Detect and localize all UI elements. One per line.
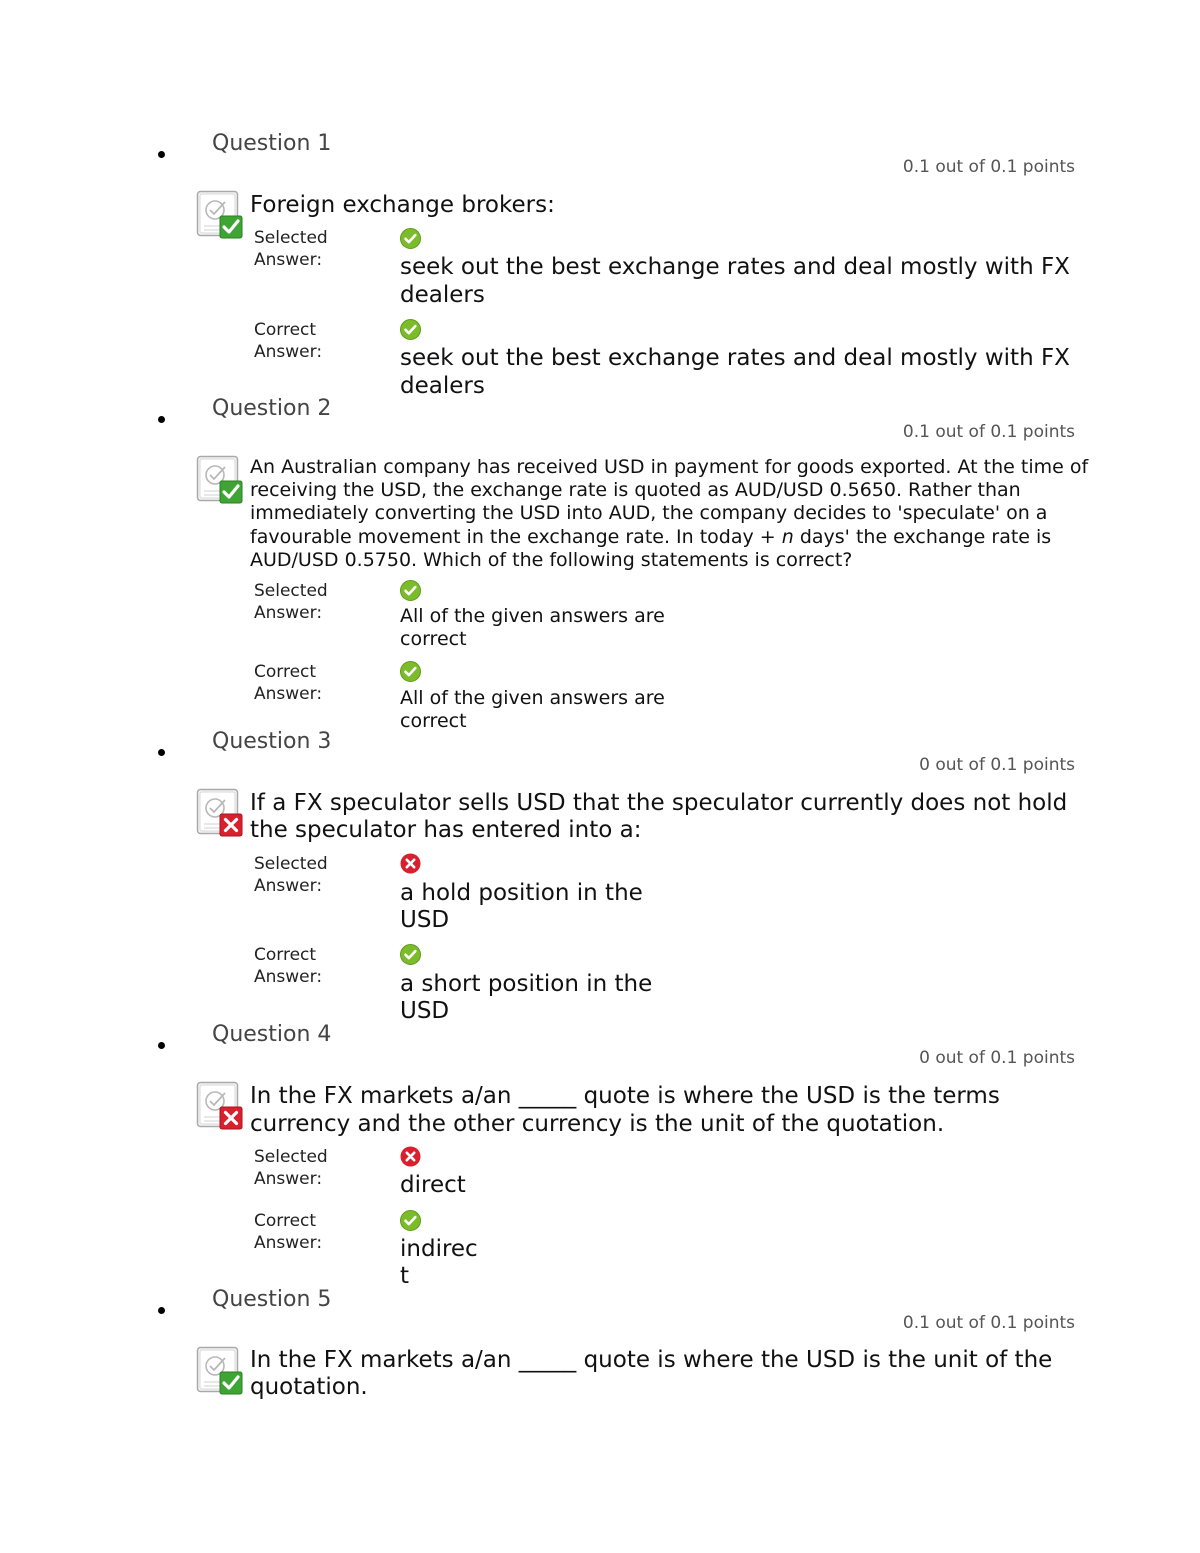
question-text: In the FX markets a/an _____ quote is where the USD is the unit of the quotation. xyxy=(250,1347,1053,1400)
question-2 xyxy=(0,396,1200,442)
correct-mark-icon xyxy=(400,1210,421,1231)
selected-answer: a hold position in the USD xyxy=(400,880,643,933)
correct-answer-label: Correct Answer: xyxy=(254,662,323,704)
incorrect-mark-icon xyxy=(400,1146,421,1167)
selected-answer-label: Selected Answer: xyxy=(254,581,328,623)
question-title: Question 3 xyxy=(212,729,332,754)
correct-mark-icon xyxy=(400,228,421,249)
correct-mark-icon xyxy=(400,661,421,682)
question-text: In the FX markets a/an _____ quote is where the USD is the terms currency and the other currency is the unit of the quotation. xyxy=(250,1083,1000,1137)
selected-answer: All of the given answers are correct xyxy=(400,605,665,650)
question-points: 0.1 out of 0.1 points xyxy=(902,422,1075,442)
question-correct-icon xyxy=(196,1346,246,1398)
question-title: Question 2 xyxy=(212,396,332,421)
question-text-part: days' the exchange rate is AUD/USD 0.5750. Which of the following statements is correct? xyxy=(250,525,1052,571)
question-5 xyxy=(0,1287,1200,1333)
question-text: If a FX speculator sells USD that the speculator currently does not hold the speculator has entered into a: xyxy=(250,790,1068,843)
correct-mark-icon xyxy=(400,944,421,965)
correct-answer: a short position in the USD xyxy=(400,971,653,1024)
question-points: 0.1 out of 0.1 points xyxy=(902,157,1075,177)
question-title: Question 1 xyxy=(212,131,332,156)
correct-answer-label: Correct Answer: xyxy=(254,945,323,987)
bullet xyxy=(158,416,165,423)
question-title: Question 4 xyxy=(212,1022,332,1047)
question-title: Question 5 xyxy=(212,1287,332,1312)
selected-answer: seek out the best exchange rates and deal mostly with FX dealers xyxy=(400,254,1070,308)
question-4 xyxy=(0,1022,1200,1068)
correct-answer: indirect xyxy=(400,1236,478,1289)
incorrect-mark-icon xyxy=(400,853,421,874)
bullet xyxy=(158,1307,165,1314)
selected-answer-label: Selected Answer: xyxy=(254,854,328,896)
question-text-italic: n xyxy=(781,525,794,548)
question-text: Foreign exchange brokers: xyxy=(250,192,555,218)
question-points: 0 out of 0.1 points xyxy=(919,1048,1075,1068)
bullet xyxy=(158,749,165,756)
bullet xyxy=(158,151,165,158)
correct-answer: All of the given answers are correct xyxy=(400,687,665,732)
correct-mark-icon xyxy=(400,580,421,601)
selected-answer: direct xyxy=(400,1172,466,1198)
selected-answer-label: Selected Answer: xyxy=(254,228,328,270)
question-1 xyxy=(0,131,1200,177)
bullet xyxy=(158,1042,165,1049)
question-incorrect-icon xyxy=(196,788,246,840)
question-3 xyxy=(0,729,1200,775)
question-correct-icon xyxy=(196,455,246,507)
correct-answer: seek out the best exchange rates and deal mostly with FX dealers xyxy=(400,345,1070,399)
question-text xyxy=(250,456,1100,572)
question-points: 0 out of 0.1 points xyxy=(919,755,1075,775)
question-points: 0.1 out of 0.1 points xyxy=(902,1313,1075,1333)
correct-answer-label: Correct Answer: xyxy=(254,320,323,362)
correct-answer-label: Correct Answer: xyxy=(254,1211,323,1253)
question-text-part: An Australian company has received USD in payment for goods exported. At the time of receiving the USD, the exchange rate is quoted as AUD/USD 0.5650. Rather than immediately converting the USD into AUD, the company decides to 'speculate' on a favourable movement in the exchange rate. In today + xyxy=(250,456,1089,548)
question-correct-icon xyxy=(196,190,246,242)
selected-answer-label: Selected Answer: xyxy=(254,1147,328,1189)
correct-mark-icon xyxy=(400,319,421,340)
question-incorrect-icon xyxy=(196,1081,246,1133)
